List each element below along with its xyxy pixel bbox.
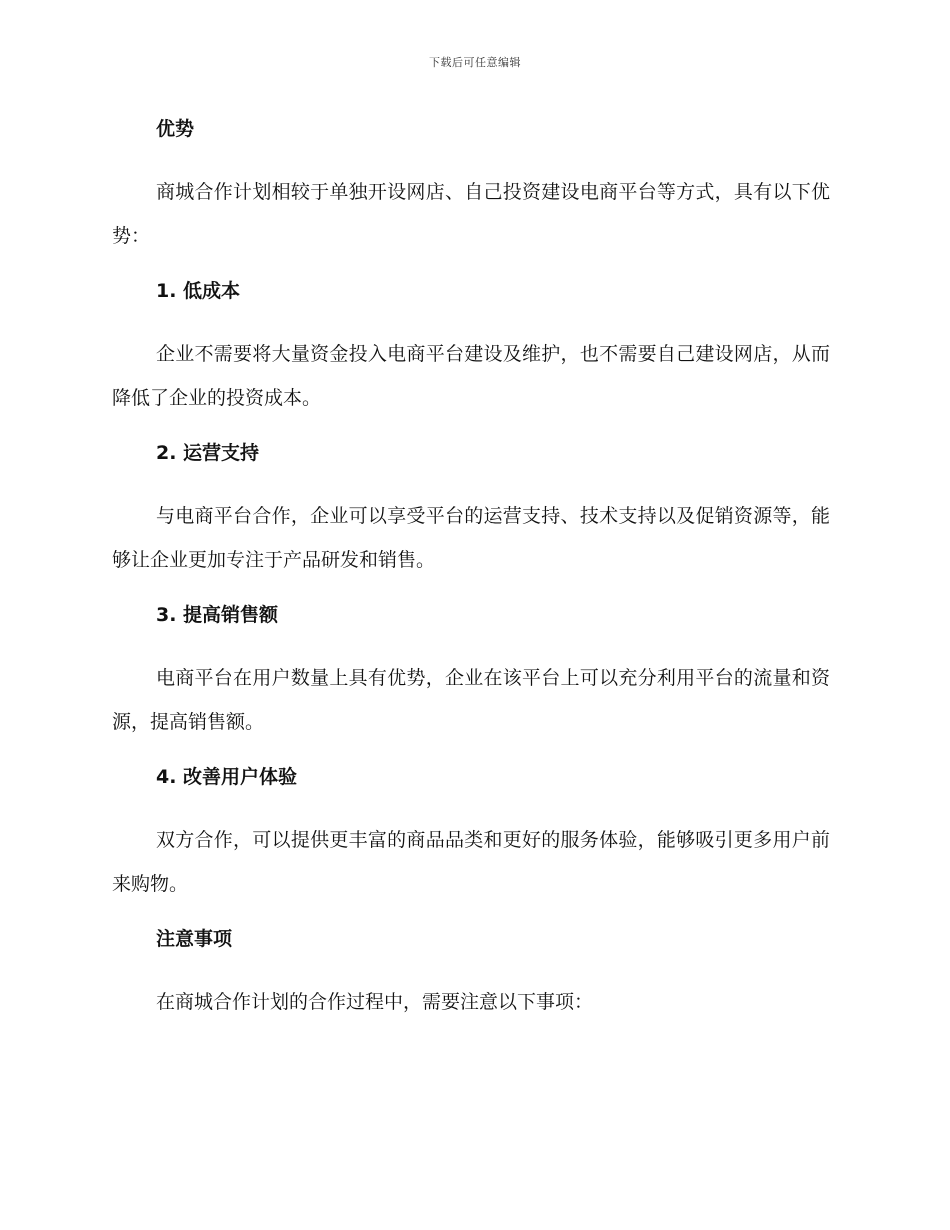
item-text-user-experience: 双方合作，可以提供更丰富的商品品类和更好的服务体验，能够吸引更多用户前来购物。 xyxy=(112,829,830,895)
section-title-notes: 注意事项 xyxy=(156,928,233,950)
item-text-operation-support: 与电商平台合作，企业可以享受平台的运营支持、技术支持以及促销资源等，能够让企业更加专注于产品研发和销售。 xyxy=(112,505,830,571)
page-header-note: 下载后可任意编辑 xyxy=(429,56,521,69)
document-body xyxy=(112,112,830,1024)
item-text-increase-sales: 电商平台在用户数量上具有优势，企业在该平台上可以充分利用平台的流量和资源，提高销售额。 xyxy=(112,667,830,733)
notes-intro-paragraph: 在商城合作计划的合作过程中，需要注意以下事项： xyxy=(156,991,594,1013)
section-title-advantages: 优势 xyxy=(156,118,195,140)
item-title-low-cost: 1. 低成本 xyxy=(156,280,241,302)
advantages-intro-paragraph: 商城合作计划相较于单独开设网店、自己投资建设电商平台等方式，具有以下优势： xyxy=(112,181,830,247)
item-text-low-cost: 企业不需要将大量资金投入电商平台建设及维护，也不需要自己建设网店，从而降低了企业的投资成本。 xyxy=(112,343,830,409)
item-title-user-experience: 4. 改善用户体验 xyxy=(156,766,298,788)
item-title-operation-support: 2. 运营支持 xyxy=(156,442,260,464)
item-title-increase-sales: 3. 提高销售额 xyxy=(156,604,279,626)
